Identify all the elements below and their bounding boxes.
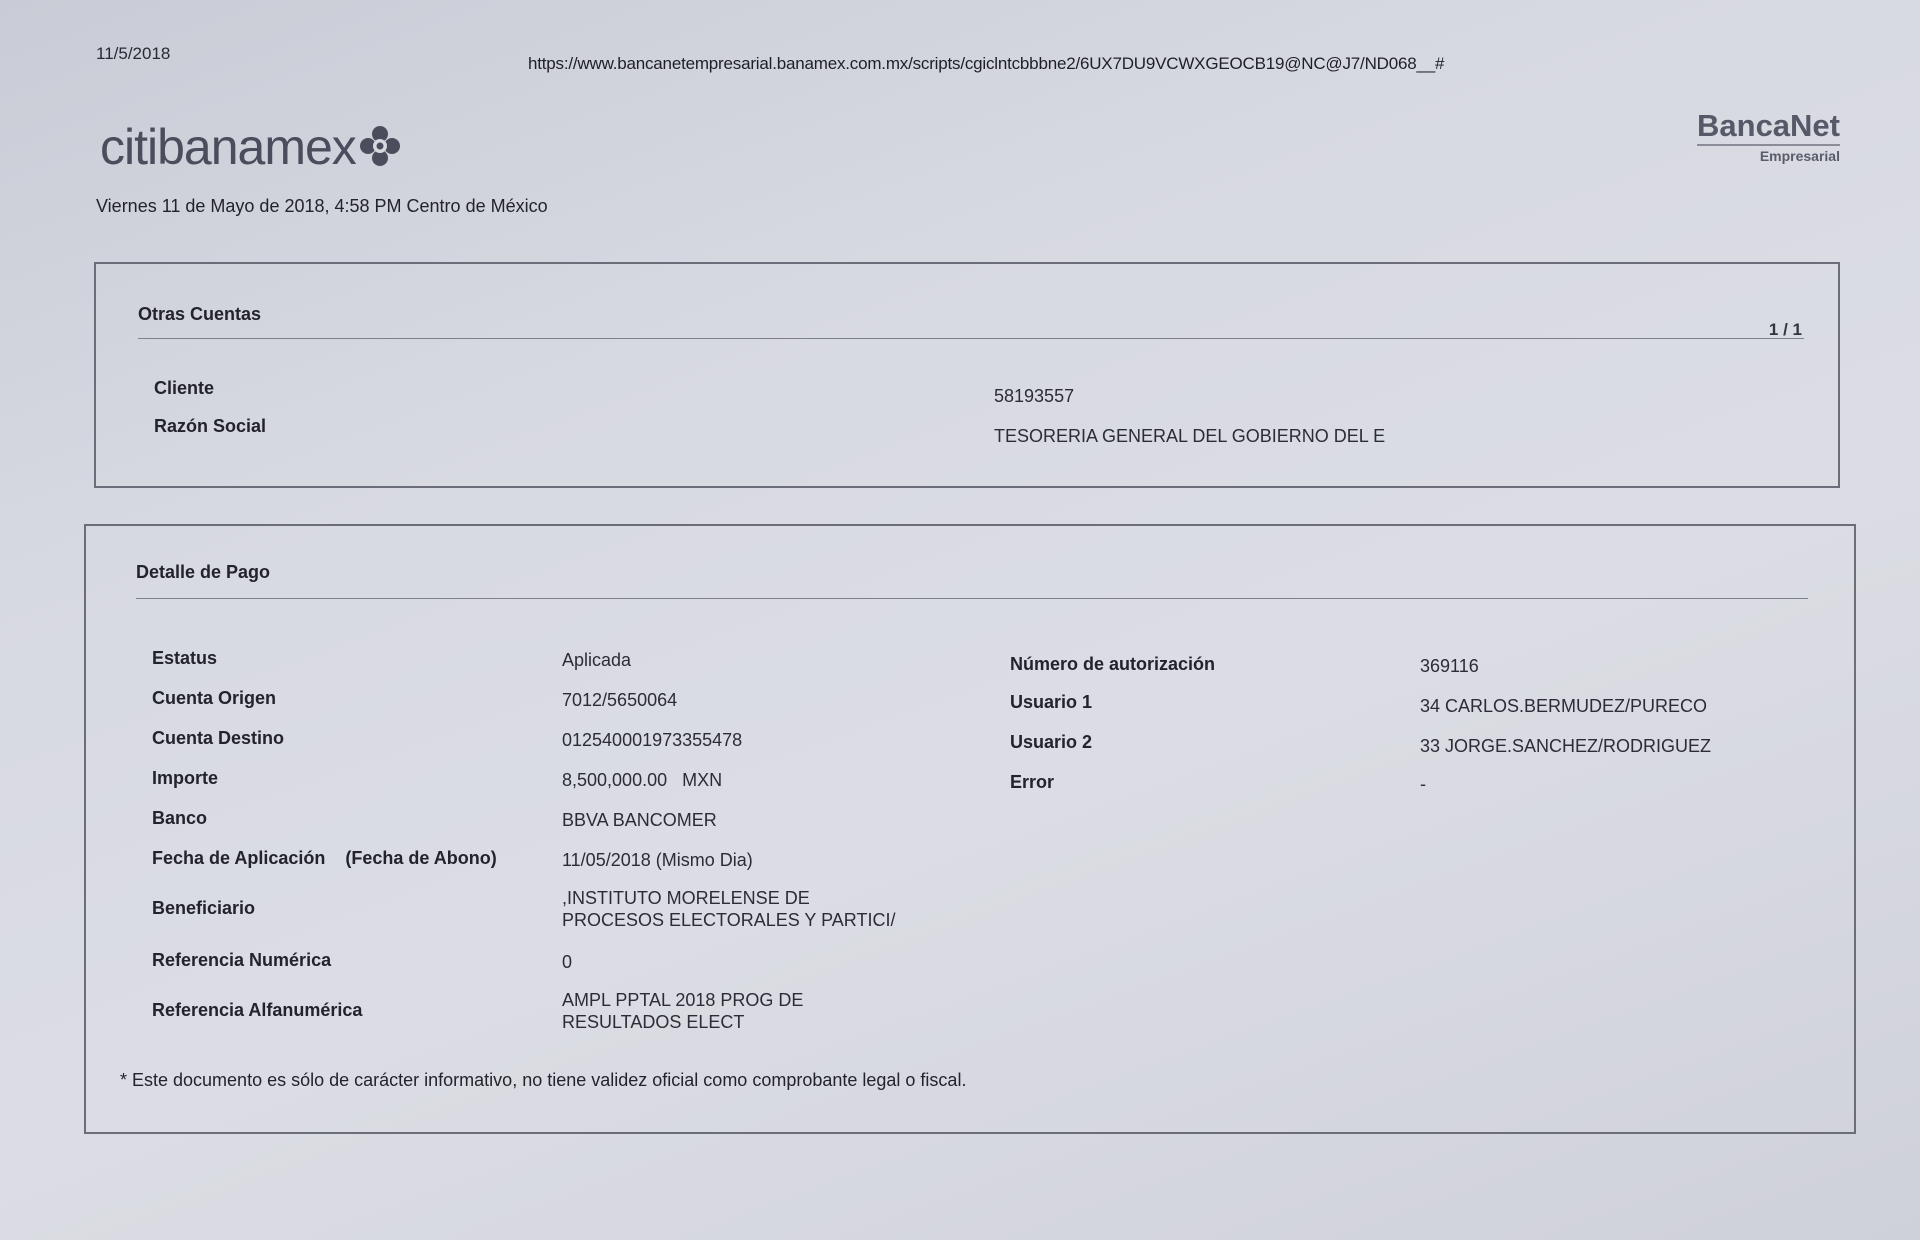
datetime-line: Viernes 11 de Mayo de 2018, 4:58 PM Centro de México <box>96 196 548 216</box>
print-date: 11/5/2018 <box>96 44 171 63</box>
importe-value: 8,500,000.00 MXN <box>562 770 723 790</box>
error-value: - <box>1420 774 1426 794</box>
fecha-aplicacion-label: Fecha de Aplicación (Fecha de Abono) <box>152 848 497 868</box>
bancanet-sub: Empresarial <box>1759 148 1840 164</box>
error-label: Error <box>1010 772 1055 792</box>
numero-autorizacion-label: Número de autorización <box>1010 654 1216 674</box>
bancanet-logo <box>1697 108 1840 164</box>
razon-social-label: Razón Social <box>154 416 267 436</box>
usuario-2-value: 33 JORGE.SANCHEZ/RODRIGUEZ <box>1420 736 1712 756</box>
referencia-numerica-value: 0 <box>562 952 573 972</box>
cuenta-destino-value: 012540001973355478 <box>562 730 743 750</box>
otras-cuentas-panel <box>94 262 1840 488</box>
estatus-value: Aplicada <box>562 650 632 670</box>
referencia-alfanumerica-value: AMPL PPTAL 2018 PROG DE <box>562 990 804 1010</box>
usuario-2-label: Usuario 2 <box>1010 732 1093 752</box>
usuario-1-label: Usuario 1 <box>1010 692 1093 712</box>
beneficiario-label: Beneficiario <box>152 898 256 918</box>
referencia-alfanumerica-label: Referencia Alfanumérica <box>152 1000 363 1020</box>
cuenta-origen-label: Cuenta Origen <box>152 688 277 708</box>
razon-social-value: TESORERIA GENERAL DEL GOBIERNO DEL E <box>994 426 1386 446</box>
banco-value: BBVA BANCOMER <box>562 810 717 830</box>
beneficiario-value: ,INSTITUTO MORELENSE DE <box>562 888 810 908</box>
beneficiario-value-line2: PROCESOS ELECTORALES Y PARTICI/ <box>562 910 896 930</box>
referencia-numerica-label: Referencia Numérica <box>152 950 332 970</box>
print-url: https://www.bancanetempresarial.banamex.com.mx/scripts/cgiclntcbbbne2/6UX7DU9VCWXGEOCB19@NC@J7/ND068__# <box>528 54 1445 73</box>
logo-text: citibanamex <box>100 119 356 175</box>
fecha-aplicacion-value: 11/05/2018 (Mismo Dia) <box>562 850 753 870</box>
citibanamex-logo <box>100 118 402 176</box>
cliente-label: Cliente <box>154 378 215 398</box>
referencia-alfanumerica-value-line2: RESULTADOS ELECT <box>562 1012 745 1032</box>
otras-cuentas-title: Otras Cuentas <box>138 304 262 324</box>
estatus-label: Estatus <box>152 648 218 668</box>
banco-label: Banco <box>152 808 208 828</box>
importe-label: Importe <box>152 768 219 788</box>
usuario-1-value: 34 CARLOS.BERMUDEZ/PURECO <box>1420 696 1708 716</box>
section-divider <box>136 598 1808 599</box>
disclaimer-note: * Este documento es sólo de carácter informativo, no tiene validez oficial como comprobante legal o fiscal. <box>120 1070 967 1090</box>
numero-autorizacion-value: 369116 <box>1420 656 1479 676</box>
cliente-value: 58193557 <box>994 386 1075 406</box>
bancanet-name: BancaNet <box>1697 108 1840 146</box>
detalle-pago-title: Detalle de Pago <box>136 562 271 582</box>
detalle-pago-panel <box>84 524 1856 1134</box>
section-divider <box>138 338 1804 339</box>
banamex-flower-icon <box>358 122 402 166</box>
cuenta-destino-label: Cuenta Destino <box>152 728 285 748</box>
cuenta-origen-value: 7012/5650064 <box>562 690 678 710</box>
page-indicator: 1 / 1 <box>1768 320 1802 339</box>
